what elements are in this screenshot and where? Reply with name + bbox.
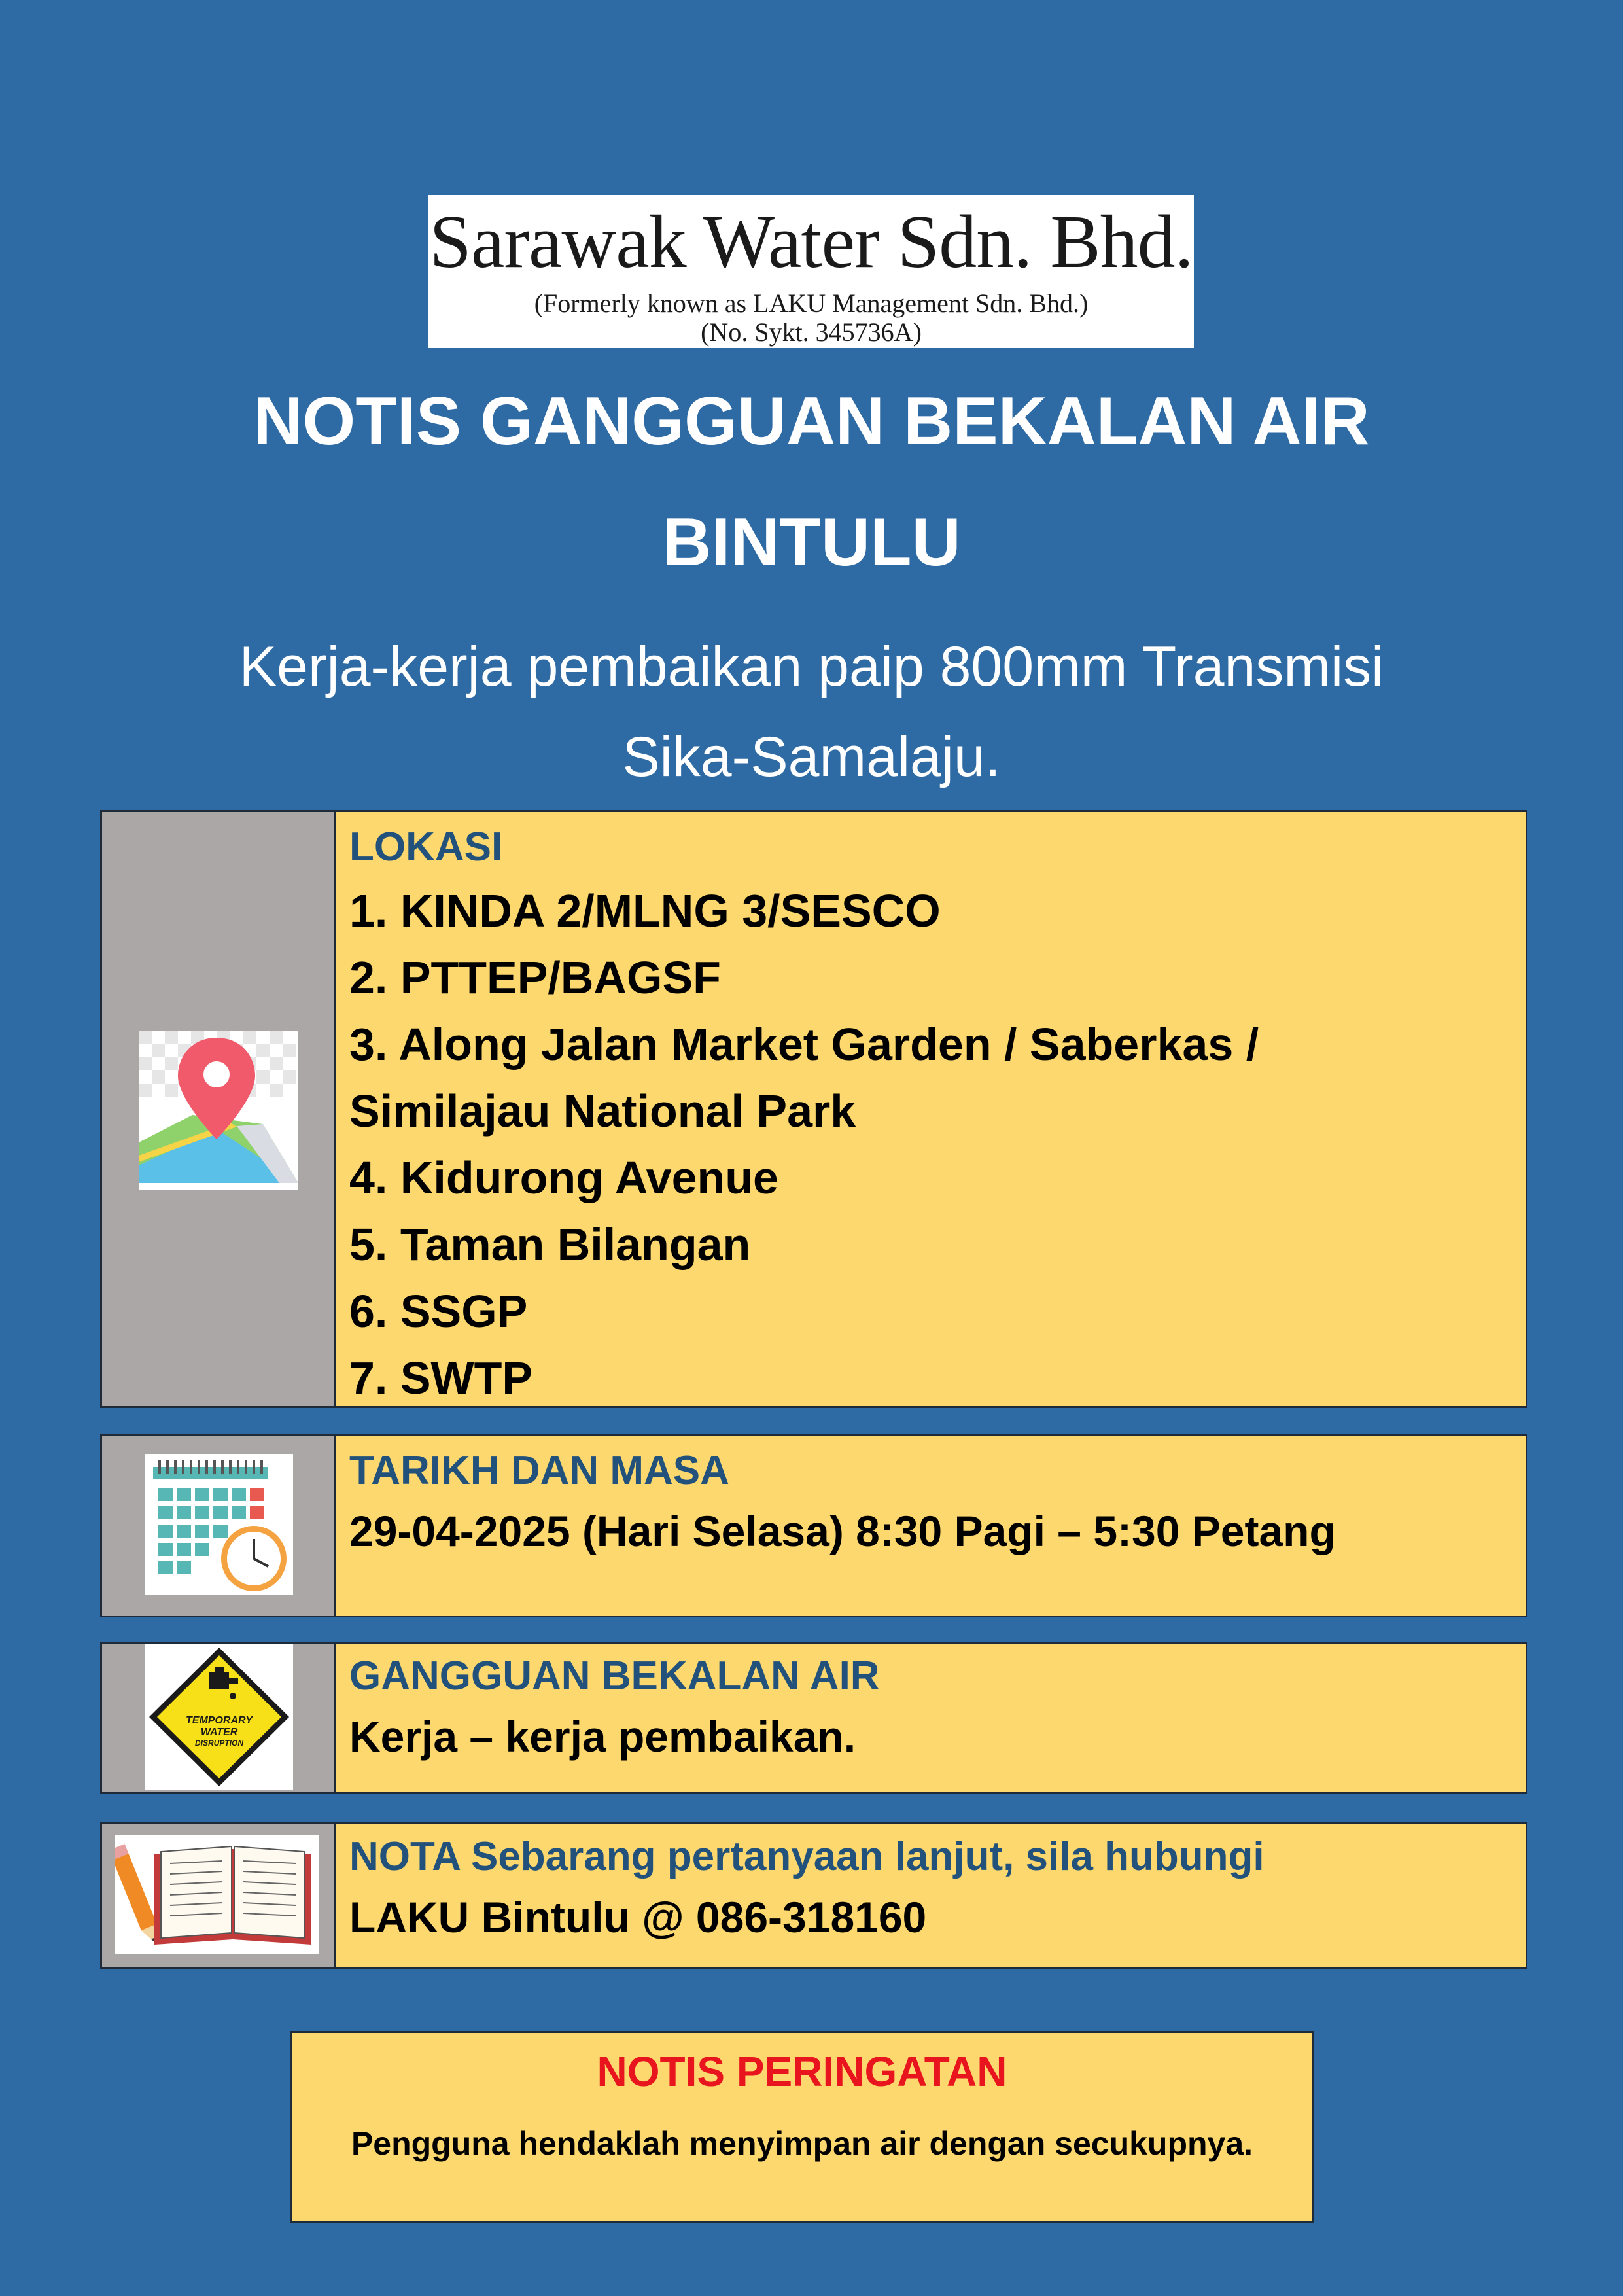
date-value: 29-04-2025 (Hari Selasa) 8:30 Pagi – 5:30 Petang — [349, 1507, 1336, 1555]
date-text — [336, 1436, 1526, 1616]
warning-notice-title: NOTIS PERINGATAN — [597, 2048, 1007, 2095]
date-row — [100, 1434, 1527, 1617]
location-icon-cell — [102, 812, 336, 1406]
subtitle-line-2: Sika-Samalaju. — [622, 726, 1001, 788]
location-text — [336, 812, 1526, 1406]
disruption-label: GANGGUAN BEKALAN AIR — [349, 1653, 880, 1699]
location-item: 7. SWTP — [349, 1352, 533, 1404]
location-item: Similajau National Park — [349, 1086, 856, 1137]
company-reg-number: (No. Sykt. 345736A) — [701, 317, 922, 347]
subtitle-line-1: Kerja-kerja pembaikan paip 800mm Transmisi — [239, 635, 1384, 698]
book-pencil-icon — [115, 1835, 319, 1954]
disruption-icon-cell — [102, 1644, 336, 1792]
location-item: 4. Kidurong Avenue — [349, 1152, 778, 1203]
note-label: NOTA Sebarang pertanyaan lanjut, sila hubungi — [349, 1834, 1265, 1879]
disruption-text — [336, 1644, 1526, 1792]
notice-title: NOTIS GANGGUAN BEKALAN AIR — [253, 383, 1370, 459]
note-icon-cell — [102, 1824, 336, 1967]
map-pin-icon — [139, 1031, 298, 1190]
sign-text: WATER — [200, 1727, 238, 1738]
warning-notice-box — [290, 2031, 1314, 2223]
disruption-row — [100, 1642, 1527, 1794]
warning-sign-icon — [145, 1644, 293, 1790]
date-icon-cell — [102, 1436, 336, 1616]
location-item: 6. SSGP — [349, 1286, 528, 1337]
note-contact: LAKU Bintulu @ 086-318160 — [349, 1893, 927, 1941]
note-row — [100, 1822, 1527, 1969]
notice-subtitle — [131, 622, 1492, 802]
company-formerly: (Formerly known as LAKU Management Sdn. Bhd.) — [534, 289, 1089, 318]
location-item: 1. KINDA 2/MLNG 3/SESCO — [349, 885, 941, 936]
location-row — [100, 810, 1527, 1408]
disruption-value: Kerja – kerja pembaikan. — [349, 1712, 856, 1761]
date-label: TARIKH DAN MASA — [349, 1448, 729, 1493]
location-item: 3. Along Jalan Market Garden / Saberkas / — [349, 1019, 1259, 1070]
location-item: 2. PTTEP/BAGSF — [349, 952, 721, 1003]
sign-text: DISRUPTION — [194, 1739, 244, 1748]
warning-notice-body: Pengguna hendaklah menyimpan air dengan secukupnya. — [351, 2125, 1253, 2162]
company-logo — [428, 195, 1194, 348]
notice-area: BINTULU — [662, 504, 961, 580]
calendar-clock-icon — [145, 1454, 293, 1595]
company-name: Sarawak Water Sdn. Bhd. — [429, 200, 1193, 284]
note-text — [336, 1824, 1526, 1967]
location-item: 5. Taman Bilangan — [349, 1219, 751, 1270]
sign-text: TEMPORARY — [186, 1715, 253, 1726]
location-label: LOKASI — [349, 824, 503, 870]
